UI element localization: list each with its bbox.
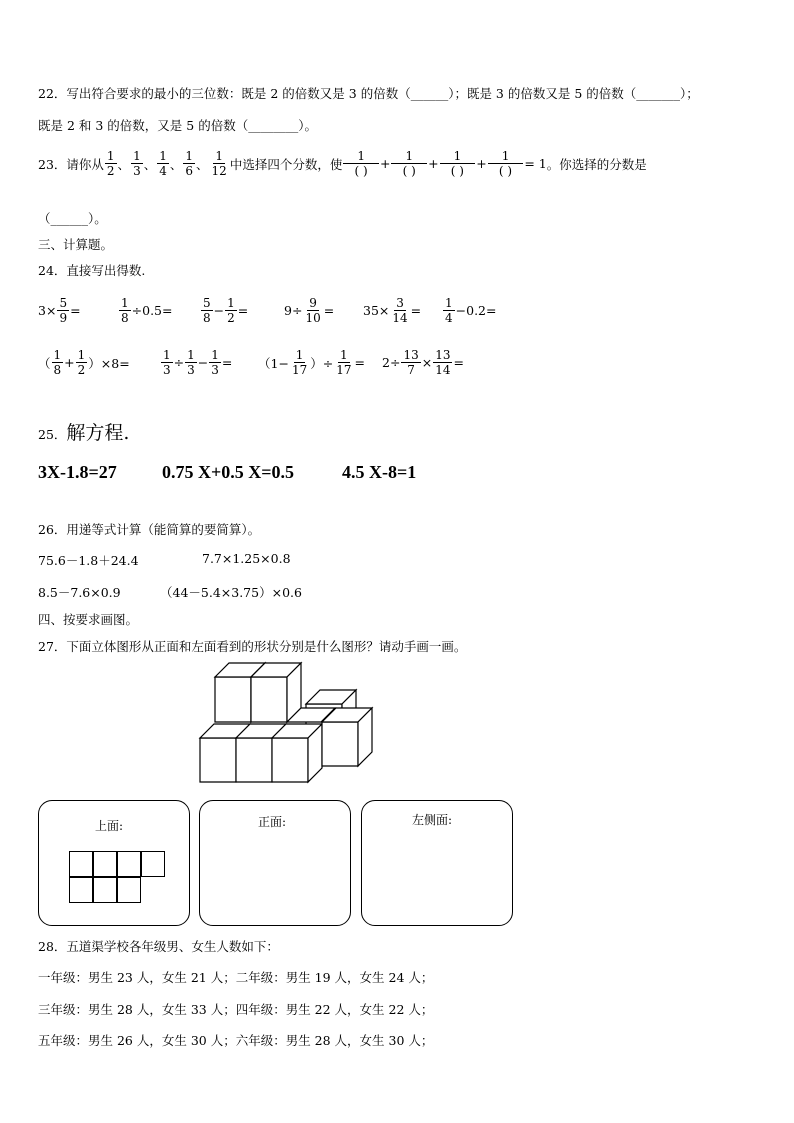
q28-line: 三年级：男生 28 人，女生 33 人；四年级：男生 22 人，女生 22 人； (38, 1002, 434, 1017)
q24-expr: 2÷ $\frac{13}{7}$ × $\frac{13}{14}$ = (382, 348, 464, 377)
section-heading: 三、计算题。 (38, 237, 114, 252)
q25-title: 25．解方程. (38, 422, 130, 444)
calc-expression: 8.5－7.6×0.9 (38, 585, 121, 600)
equation: 4.5 X-8=1 (342, 462, 417, 482)
grid-cell (117, 851, 141, 877)
separator: 、 (143, 156, 157, 172)
q24-expr: $\frac{1}{3}$ ÷ $\frac{1}{3}$ − $\frac{1}{3}$ = (163, 348, 233, 377)
q24-expr: $\frac{5}{8}$ − $\frac{1}{2}$ = (203, 296, 249, 325)
cube-figure (195, 660, 380, 785)
grid-cell (141, 851, 165, 877)
q28-line: 一年级：男生 23 人，女生 21 人；二年级：男生 19 人，女生 24 人； (38, 970, 434, 985)
grid-cell (117, 877, 141, 903)
fraction: $\frac{1}{6}$ (185, 149, 194, 178)
fraction: $\frac{1}{3}$ (133, 149, 141, 178)
grid-cell (93, 877, 117, 903)
box-label: 正面: (258, 815, 287, 829)
blank-fraction[interactable]: $\frac{1}{( )}$ (440, 150, 476, 177)
q27-title: 27．下面立体图形从正面和左面看到的形状分别是什么图形？请动手画一画。 (38, 639, 467, 654)
blank-fraction[interactable]: $\frac{1}{( )}$ (488, 150, 524, 177)
plus-sign: + (379, 156, 391, 171)
box-label: 左侧面: (412, 813, 453, 827)
calc-expression: （44－5.4×3.75）×0.6 (160, 585, 302, 600)
equals-sign: = 1 (524, 156, 547, 171)
equation: 3X-1.8=27 (38, 462, 117, 482)
q24-expr: （1− $\frac{1}{17}$ ）÷ $\frac{1}{17}$ = (258, 348, 365, 377)
q26-title: 26．用递等式计算（能简算的要简算）。 (38, 522, 261, 537)
q23-mid: 中选择四个分数，使 (229, 156, 343, 172)
plus-sign: + (476, 156, 487, 171)
q24-title: 24．直接写出得数. (38, 263, 146, 278)
q28-title: 28．五道渠学校各年级男、女生人数如下： (38, 939, 279, 954)
q24-expr: 35× $\frac{3}{14}$ = (363, 296, 422, 325)
q24-expr: $\frac{1}{4}$ −0.2= (445, 296, 497, 325)
grid-cell (69, 851, 93, 877)
fraction: $\frac{1}{2}$ (106, 149, 115, 178)
blank-fraction[interactable]: $\frac{1}{( )}$ (391, 150, 427, 177)
calc-expression: 7.7×1.25×0.8 (202, 551, 291, 566)
blank-fraction[interactable]: $\frac{1}{( )}$ (343, 150, 379, 177)
fraction: $\frac{1}{4}$ (159, 149, 167, 178)
q24-expr: 3× $\frac{5}{9}$ = (38, 296, 81, 325)
box-label: 上面: (95, 819, 124, 833)
top-view-box[interactable] (38, 800, 190, 926)
section-heading: 四、按要求画图。 (38, 612, 139, 627)
grid-cell (93, 851, 117, 877)
q22-line2: 既是 2 和 3 的倍数，又是 5 的倍数（________）。 (38, 118, 317, 133)
separator: 、 (117, 156, 131, 172)
separator: 、 (196, 156, 209, 172)
q28-line: 五年级：男生 26 人，女生 30 人；六年级：男生 28 人，女生 30 人； (38, 1033, 434, 1048)
q23-line1 (38, 150, 647, 177)
grid-cell (69, 877, 93, 903)
plus-sign: + (428, 156, 439, 171)
q23-line2: （______）。 (38, 211, 107, 226)
q24-expr: $\frac{1}{8}$ ÷0.5= (121, 296, 173, 325)
q23-prefix: 23．请你从 (38, 156, 104, 172)
calc-expression: 75.6－1.8＋24.4 (38, 553, 139, 568)
q24-expr: （ $\frac{1}{8}$ + $\frac{1}{2}$ ）×8= (38, 348, 130, 377)
front-view-box[interactable] (199, 800, 351, 926)
q23-suffix: 。你选择的分数是 (546, 156, 647, 172)
left-view-box[interactable] (361, 800, 513, 926)
equation: 0.75 X+0.5 X=0.5 (162, 462, 295, 482)
separator: 、 (169, 156, 183, 172)
q24-expr: 9÷ $\frac{9}{10}$ = (284, 296, 335, 325)
fraction: $\frac{1}{12}$ (211, 149, 227, 178)
q22-line1: 22．写出符合要求的最小的三位数：既是 2 的倍数又是 3 的倍数（______）；既是 3 的倍数又是 5 的倍数（_______）； (38, 86, 699, 101)
